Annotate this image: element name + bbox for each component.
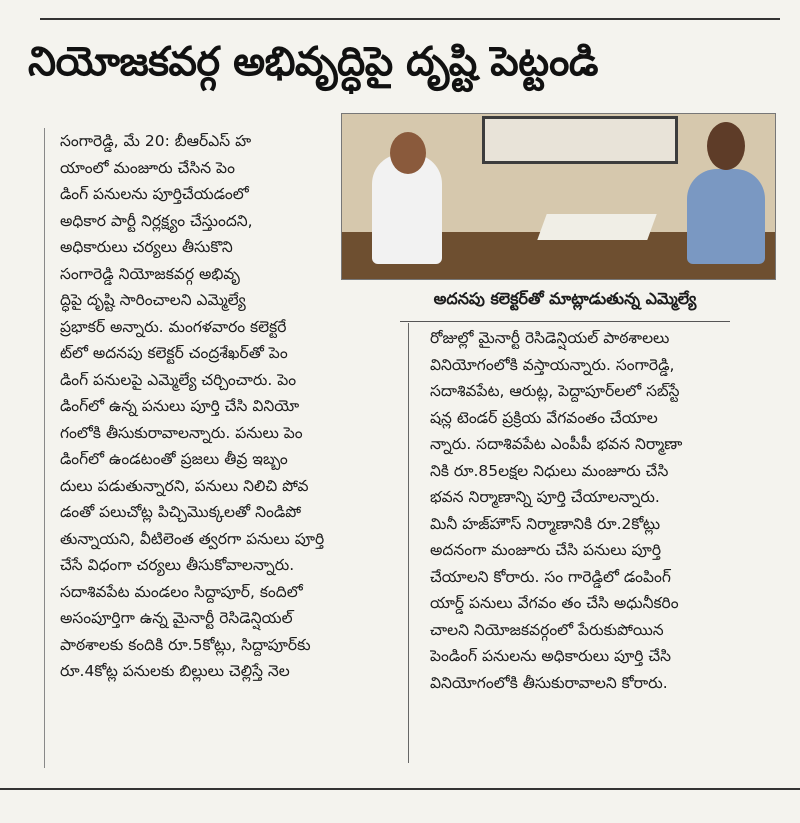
text-line: అధికారులు చర్యలు తీసుకొని bbox=[60, 238, 233, 256]
photo-wall-map bbox=[482, 116, 678, 164]
text-line: సదాశివపేట, ఆరుట్ల, పెద్దాపూర్‌లలో సబ్‌స్టే bbox=[430, 382, 680, 400]
text-line: చేసే విధంగా చర్యలు తీసుకోవాలన్నారు. bbox=[60, 556, 295, 574]
text-line: అధికార పార్టీ నిర్లక్ష్యం చేస్తుందని, bbox=[60, 211, 253, 230]
text-line: వినియోగంలోకి తీసుకురావాలని కోరారు. bbox=[430, 673, 668, 692]
text-line: సంగారెడ్డి, మే 20: బీఆర్ఎస్ హ bbox=[60, 132, 252, 150]
text-line: షన్ల టెండర్ ప్రక్రియ వేగవంతం చేయాల bbox=[430, 408, 658, 427]
text-line: డింగ్‌లో ఉన్న పనులు పూర్తి చేసి వినియో bbox=[60, 397, 300, 415]
photo-person-right-head bbox=[707, 122, 745, 170]
right-column-text bbox=[430, 325, 785, 696]
text-line: డింగ్‌లో ఉండటంతో ప్రజలు తీవ్ర ఇబ్బం bbox=[60, 450, 288, 468]
photo-person-right-body bbox=[687, 169, 765, 264]
text-line: డింగ్ పనులపై ఎమ్మెల్యే చర్చించారు. పెం bbox=[60, 370, 297, 389]
text-line: చాలని నియోజకవర్గంలో పేరుకుపోయిన bbox=[430, 620, 664, 639]
text-line: భవన నిర్మాణాన్ని పూర్తి చేయాలన్నారు. bbox=[430, 488, 660, 506]
text-line: నికి రూ.85లక్షల నిధులు మంజూరు చేసి bbox=[430, 461, 669, 480]
text-line: యార్డ్ పనులు వేగవం తం చేసి అధునీకరిం bbox=[430, 594, 679, 612]
text-line: తున్నాయని, వీటిలెంత త్వరగా పనులు పూర్తి bbox=[60, 529, 325, 548]
text-line: డింగ్ పనులను పూర్తిచేయడంలో bbox=[60, 185, 249, 203]
clipped-next-article-strip bbox=[0, 793, 800, 823]
text-line: ద్ధిపై దృష్టి సారించాలని ఎమ్మెల్యే bbox=[60, 291, 246, 309]
text-line: పాఠశాలకు కందికి రూ.5కోట్లు, సిద్దాపూర్‌కు bbox=[60, 635, 311, 654]
text-line: రోజుల్లో మైనార్టీ రెసిడెన్షియల్ పాఠశాలలు bbox=[430, 329, 670, 347]
text-line: గంలోకి తీసుకురావాలన్నారు. పనులు పెం bbox=[60, 423, 303, 442]
bottom-rule bbox=[0, 788, 800, 790]
caption-rule bbox=[400, 321, 730, 322]
text-line: చేయాలని కోరారు. సం గారెడ్డిలో డంపింగ్ bbox=[430, 567, 671, 586]
text-line: సదాశివపేట మండలం సిద్దాపూర్, కందిలో bbox=[60, 582, 303, 601]
text-line: న్నారు. సదాశివపేట ఎంపీపీ భవన నిర్మాణా bbox=[430, 435, 683, 453]
text-line: అసంపూర్తిగా ఉన్న మైనార్టీ రెసిడెన్షియల్ bbox=[60, 609, 293, 627]
text-line: ట్‌లో అదనపు కలెక్టర్ చంద్రశేఖర్‌తో పెం bbox=[60, 344, 288, 362]
text-line: రూ.4కోట్ల పనులకు బిల్లులు చెల్లిస్తే నెల bbox=[60, 662, 290, 680]
column-divider bbox=[408, 323, 409, 763]
text-line: యాంలో మంజూరు చేసిన పెం bbox=[60, 158, 235, 177]
left-column-text bbox=[60, 128, 340, 685]
left-margin-rule bbox=[44, 128, 45, 768]
text-line: అదనంగా మంజూరు చేసి పనులు పూర్తి bbox=[430, 541, 662, 559]
text-line: డంతో పలుచోట్ల పిచ్చిమొక్కలతో నిండిపో bbox=[60, 503, 302, 521]
text-line: దులు పడుతున్నారని, పనులు నిలిచి పోవ bbox=[60, 476, 309, 495]
top-rule bbox=[40, 18, 780, 20]
photo-papers bbox=[537, 214, 656, 240]
article-headline: నియోజకవర్గ అభివృద్ధిపై దృష్టి పెట్టండి bbox=[28, 39, 598, 85]
news-photo bbox=[341, 113, 776, 280]
text-line: పెండింగ్ పనులను అధికారులు పూర్తి చేసి bbox=[430, 647, 672, 665]
photo-person-left-head bbox=[390, 132, 426, 174]
text-line: మినీ హజ్‌హౌస్ నిర్మాణానికి రూ.2కోట్లు bbox=[430, 514, 661, 533]
photo-caption: అదనపు కలెక్టర్‌తో మాట్లాడుతున్న ఎమ్మెల్యే bbox=[433, 289, 697, 308]
text-line: వినియోగంలోకి వస్తాయన్నారు. సంగారెడ్డి, bbox=[430, 355, 675, 374]
text-line: సంగారెడ్డి నియోజకవర్గ అభివృ bbox=[60, 264, 240, 283]
text-line: ప్రభాకర్ అన్నారు. మంగళవారం కలెక్టరే bbox=[60, 317, 287, 336]
